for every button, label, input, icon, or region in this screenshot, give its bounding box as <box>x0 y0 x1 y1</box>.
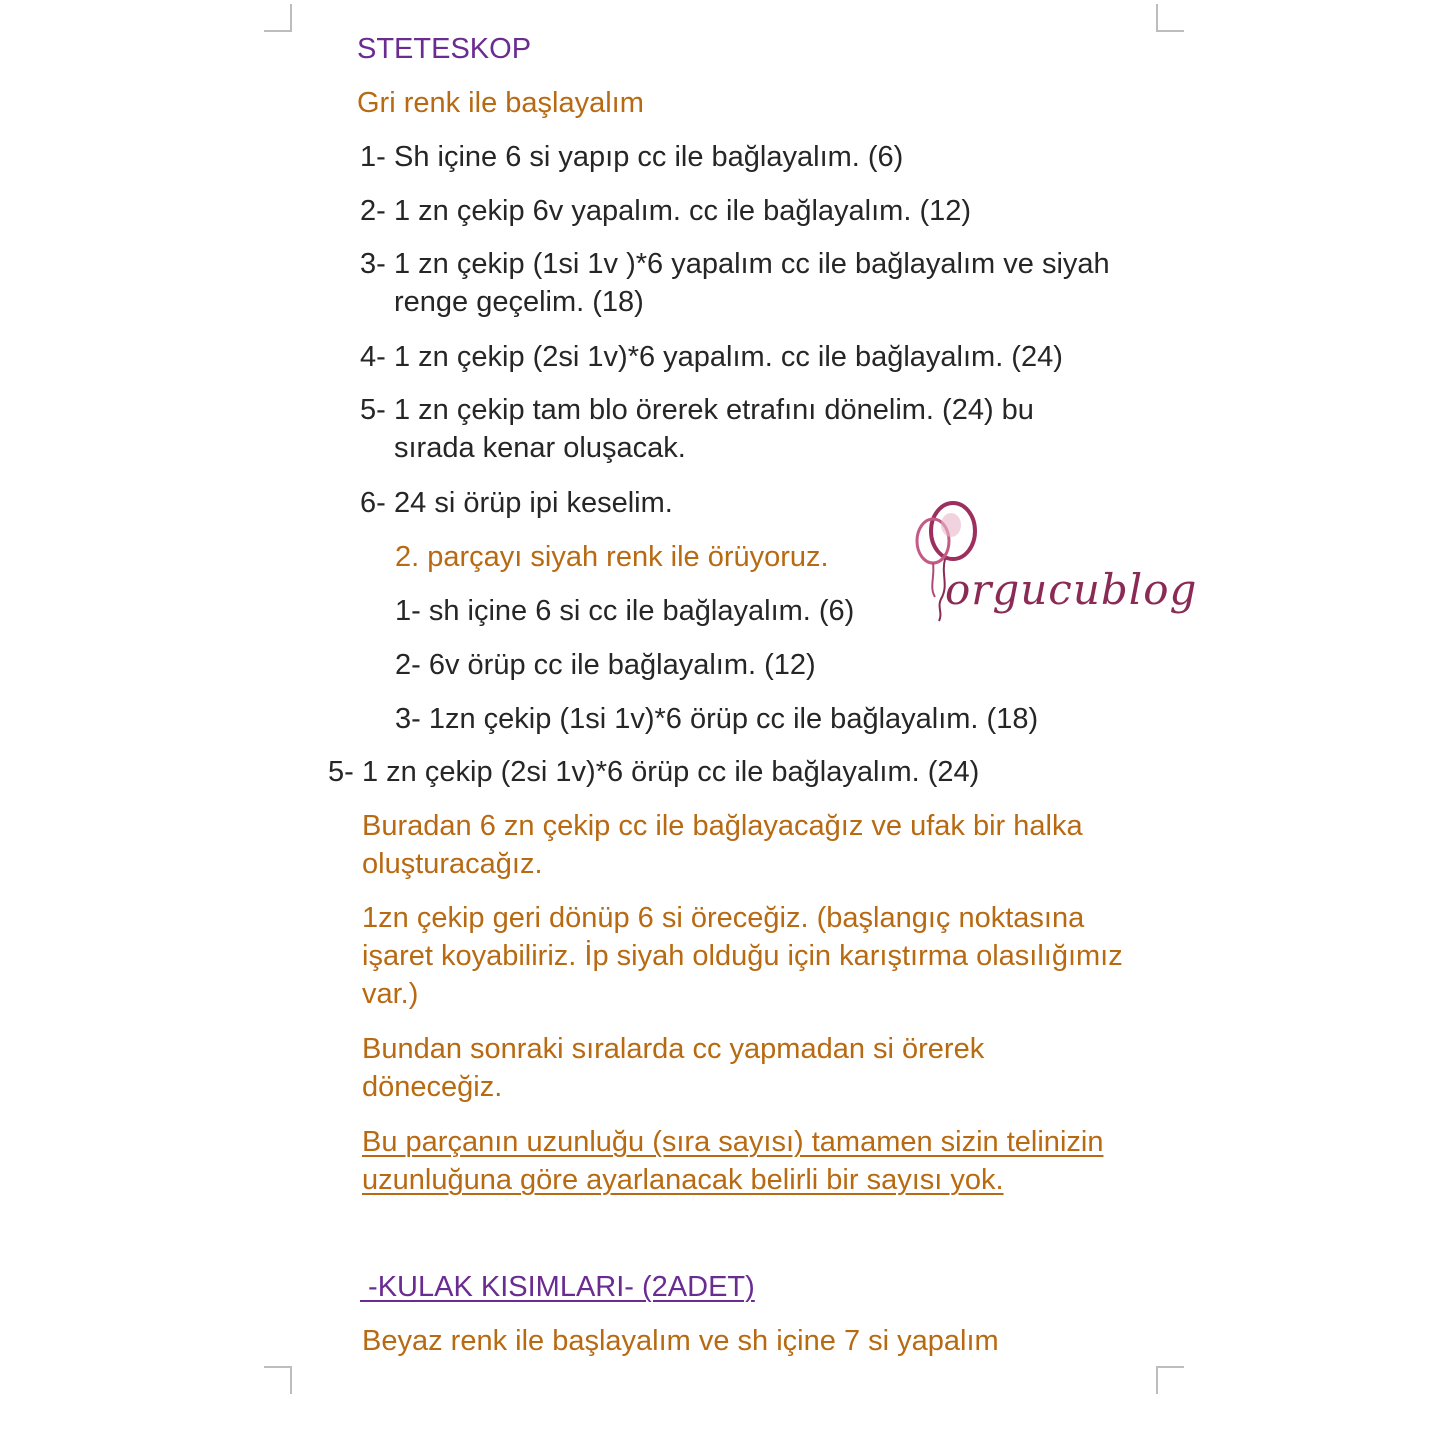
crop-mark-bottom-right <box>1156 1366 1184 1394</box>
note-1: Buradan 6 zn çekip cc ile bağlayacağız ve ufak bir halka oluşturacağız. <box>362 810 1083 880</box>
section-title-ears: -KULAK KISIMLARI- (2ADET) <box>360 1271 755 1303</box>
step-5 <box>360 391 1160 464</box>
step-text: 24 si örüp ipi keselim. <box>394 487 673 519</box>
step-1 <box>360 138 1160 176</box>
step-number: 4- <box>360 341 386 373</box>
part2-line-2: 2- 6v örüp cc ile bağlayalım. (12) <box>395 649 816 681</box>
underlined-note: Bu parçanın uzunluğu (sıra sayısı) tamamen sizin telinizin uzunluğuna göre ayarlanacak belirli bir sayısı yok. <box>362 1126 1104 1196</box>
watermark-text: orgucublog <box>945 565 1198 614</box>
document-title: STETESKOP <box>357 33 532 65</box>
step-number: 5- <box>360 394 386 426</box>
step-number: 6- <box>360 487 386 519</box>
step-text: 1 zn çekip (2si 1v)*6 yapalım. cc ile bağlayalım. (24) <box>394 341 1063 373</box>
step-3 <box>360 245 1160 318</box>
step-2 <box>360 192 1160 230</box>
step-number: 5- <box>328 756 354 788</box>
part2-heading: 2. parçayı siyah renk ile örüyoruz. <box>395 541 829 573</box>
step-4 <box>360 338 1160 376</box>
ears-intro: Beyaz renk ile başlayalım ve sh içine 7 si yapalım <box>362 1325 999 1357</box>
watermark-logo <box>905 495 1198 635</box>
note-3: Bundan sonraki sıralarda cc yapmadan si örerek döneceğiz. <box>362 1033 985 1103</box>
step-5b <box>328 753 1128 791</box>
step-text: Sh içine 6 si yapıp cc ile bağlayalım. (6) <box>394 141 904 173</box>
crop-mark-top-right <box>1156 4 1184 32</box>
step-number: 2- <box>360 195 386 227</box>
step-number: 3- <box>360 248 386 280</box>
step-text: 1 zn çekip (1si 1v )*6 yapalım cc ile bağlayalım ve siyah renge geçelim. (18) <box>394 248 1110 318</box>
note-2: 1zn çekip geri dönüp 6 si öreceğiz. (başlangıç noktasına işaret koyabiliriz. İp siyah olduğu için karıştırma olasılığımız var.) <box>362 902 1123 1010</box>
step-number: 1- <box>360 141 386 173</box>
step-text: 1 zn çekip 6v yapalım. cc ile bağlayalım. (12) <box>394 195 972 227</box>
step-text: 1 zn çekip (2si 1v)*6 örüp cc ile bağlayalım. (24) <box>362 756 980 788</box>
crop-mark-bottom-left <box>264 1366 292 1394</box>
intro-text: Gri renk ile başlayalım <box>357 87 644 119</box>
part2-line-3: 3- 1zn çekip (1si 1v)*6 örüp cc ile bağlayalım. (18) <box>395 703 1039 735</box>
part2-line-1: 1- sh içine 6 si cc ile bağlayalım. (6) <box>395 595 855 627</box>
crop-mark-top-left <box>264 4 292 32</box>
step-text: 1 zn çekip tam blo örerek etrafını dönelim. (24) bu sırada kenar oluşacak. <box>394 394 1034 464</box>
